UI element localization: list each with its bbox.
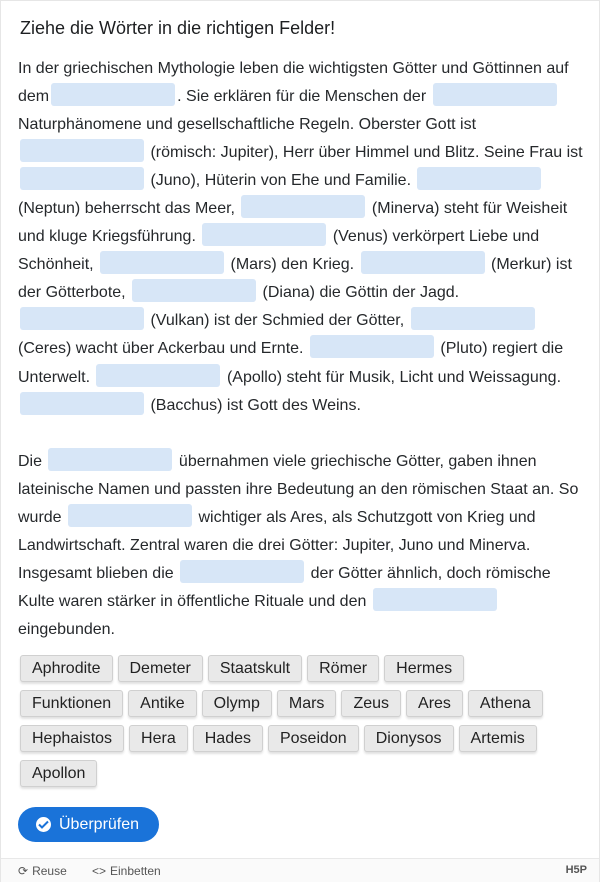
paragraph-greek: In der griechischen Mythologie leben die wichtigsten Götter und Göttinnen auf dem . Sie erklären für die Menschen der Naturphänomene und gesellschaftliche Regeln. Oberster Gott ist (römisch: Jupiter), Herr über Himmel und Blitz. Seine Frau ist (Juno), Hüterin von Ehe und Familie. (Neptun) beherrscht das Meer, (Minerva) steht für Weisheit und kluge Kriegsführung. (Venus) verkörpert Liebe und Schönheit, (Mars) den Krieg. (Merkur) ist der Götterbote, (Diana) die Göttin der Jagd. (Vulkan) ist der Schmied der Götter, (Ceres) wacht über Ackerbau und Ernte. (Pluto) regiert die Unterwelt. (Apollo) steht für Musik, Licht und Weissagung. (Bacchus) ist Gott des Weins.: [18, 60, 583, 414]
reuse-icon: ⟳: [18, 864, 29, 878]
drop-zone[interactable]: [373, 588, 497, 611]
drop-zone[interactable]: [417, 167, 541, 190]
code-icon: <>: [92, 864, 107, 878]
word-pool-row: [20, 725, 580, 760]
draggable-word[interactable]: Poseidon: [268, 725, 359, 752]
paragraph-roman: Die übernahmen viele griechische Götter, gaben ihnen lateinische Namen und passten ihre Bedeutung an den römischen Staat an. So wurde wichtiger als Ares, als Schutzgott von Krieg und Landwirtschaft. Zentral waren die drei Götter: Jupiter, Juno und Minerva. Insgesamt blieben die der Götter ähnlich, doch römische Kulte waren stärker in öffentliche Rituale und den eingebunden.: [18, 448, 588, 644]
word-pool-row: [20, 655, 580, 690]
drop-zone[interactable]: [180, 560, 304, 583]
draggable-word[interactable]: Zeus: [341, 690, 401, 717]
check-circle-icon: [36, 817, 51, 832]
draggable-word[interactable]: Athena: [468, 690, 543, 717]
draggable-word[interactable]: Dionysos: [364, 725, 454, 752]
check-button-label: Überprüfen: [59, 816, 140, 833]
draggable-word[interactable]: Demeter: [118, 655, 203, 682]
task-title: Ziehe die Wörter in die richtigen Felder!: [20, 18, 336, 38]
drop-zone[interactable]: [411, 307, 535, 330]
drop-zone[interactable]: [20, 307, 144, 330]
word-pool-row: [20, 760, 580, 795]
drop-zone[interactable]: [202, 223, 326, 246]
drop-zone[interactable]: [433, 83, 557, 106]
embed-link[interactable]: <> Einbetten: [92, 864, 161, 878]
h5p-logo[interactable]: H5P: [565, 864, 587, 876]
draggable-word[interactable]: Hera: [129, 725, 188, 752]
drop-zone[interactable]: [310, 335, 434, 358]
draggable-word[interactable]: Apollon: [20, 760, 97, 787]
draggable-word[interactable]: Olymp: [202, 690, 272, 717]
draggable-word[interactable]: Staatskult: [208, 655, 302, 682]
draggable-word[interactable]: Hephaistos: [20, 725, 124, 752]
drop-zone[interactable]: [20, 167, 144, 190]
word-pool: [20, 655, 580, 795]
drop-zone[interactable]: [51, 83, 175, 106]
drop-zone[interactable]: [48, 448, 172, 471]
drop-zone[interactable]: [361, 251, 485, 274]
word-pool-row: [20, 690, 580, 725]
drop-zone[interactable]: [132, 279, 256, 302]
drop-zone[interactable]: [241, 195, 365, 218]
footer-bar: [1, 858, 599, 882]
draggable-word[interactable]: Hades: [193, 725, 263, 752]
draggable-word[interactable]: Römer: [307, 655, 379, 682]
draggable-word[interactable]: Funktionen: [20, 690, 123, 717]
draggable-word[interactable]: Aphrodite: [20, 655, 113, 682]
drop-zone[interactable]: [20, 139, 144, 162]
draggable-word[interactable]: Antike: [128, 690, 196, 717]
draggable-word[interactable]: Ares: [406, 690, 463, 717]
drop-zone[interactable]: [100, 251, 224, 274]
reuse-link[interactable]: ⟳ Reuse: [18, 864, 67, 878]
drop-zone[interactable]: [20, 392, 144, 415]
draggable-word[interactable]: Hermes: [384, 655, 464, 682]
draggable-word[interactable]: Artemis: [459, 725, 537, 752]
draggable-word[interactable]: Mars: [277, 690, 337, 717]
drop-zone[interactable]: [68, 504, 192, 527]
cloze-text: [18, 55, 588, 644]
check-button[interactable]: [18, 807, 159, 842]
drop-zone[interactable]: [96, 364, 220, 387]
